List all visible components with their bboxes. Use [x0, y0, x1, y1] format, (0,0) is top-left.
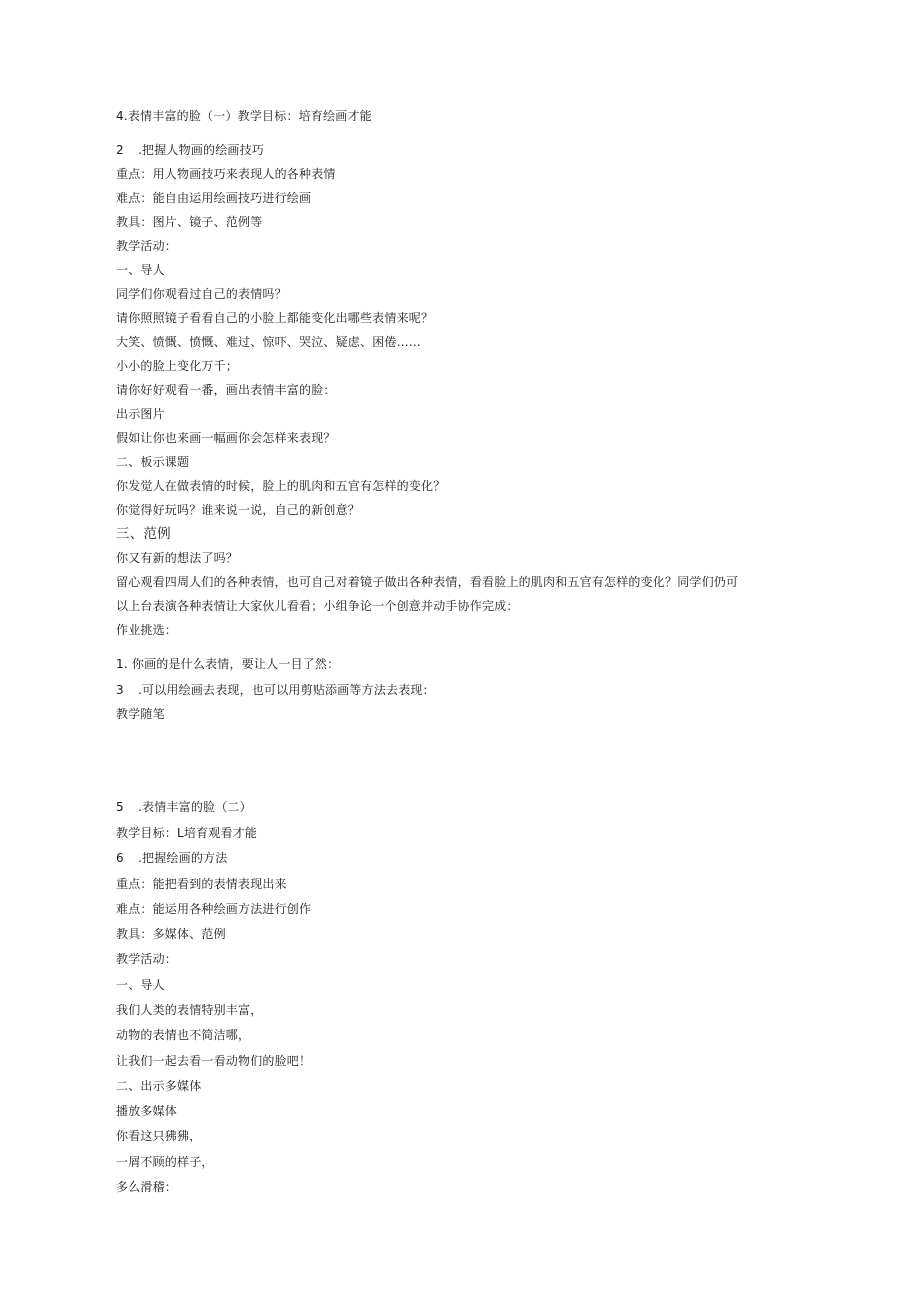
lesson1-goal2 [116, 142, 264, 158]
lesson1-key-point: 重点：用人物画技巧来表现人的各种表情 [116, 167, 336, 181]
lesson1-notes: 教学随笔 [116, 707, 165, 721]
lesson2-s2-line3: 一屑不顾的样子， [116, 1155, 214, 1169]
lesson1-section3-heading: 三、范例 [116, 526, 171, 542]
lesson1-section2-heading: 二、板示课题 [116, 455, 190, 469]
lesson2-activities: 教学活动： [116, 952, 178, 966]
lesson1-s2-line1: 你发觉人在做表情的时候，脸上的肌肉和五官有怎样的变化？ [116, 479, 446, 493]
lesson2-goal2 [116, 850, 227, 866]
lesson1-s1-line2: 请你照照镜子看看自己的小脸上都能变化出哪些表情来呢？ [116, 311, 434, 325]
lesson2-goal1: 教学目标：L培育观看才能 [116, 826, 258, 840]
lesson1-hw3-number: 3 [116, 683, 124, 697]
lesson2-s2-line4: 多么滑稽： [116, 1180, 178, 1194]
lesson2-s2-line1: 播放多媒体 [116, 1104, 178, 1118]
lesson1-s2-line2: 你觉得好玩吗？谁来说一说，自己的新创意？ [116, 503, 361, 517]
lesson2-s2-line2: 你看这只狒狒， [116, 1129, 202, 1143]
lesson2-title-text: .表情丰富的脸（二） [138, 800, 252, 814]
lesson1-hw3 [116, 682, 435, 698]
lesson1-s1-line4: 小小的脸上变化万千； [116, 359, 239, 373]
lesson1-hw3-text: .可以用绘画去表现，也可以用剪贴添画等方法去表现： [138, 683, 435, 697]
lesson1-goal2-number: 2 [116, 143, 124, 157]
lesson2-title-number: 5 [116, 800, 124, 814]
lesson2-difficulty: 难点：能运用各种绘画方法进行创作 [116, 902, 312, 916]
lesson2-s1-line3: 让我们一起去看一看动物们的脸吧！ [116, 1054, 312, 1068]
lesson1-title: 4.表情丰富的脸（一）教学目标：培育绘画才能 [116, 109, 372, 123]
lesson2-section2-heading: 二、出示多媒体 [116, 1079, 202, 1093]
lesson2-s1-line2: 动物的表情也不简洁哪， [116, 1028, 251, 1042]
lesson1-homework: 作业挑选： [116, 623, 178, 637]
lesson1-s1-line3: 大笑、愤慨、愤慨、难过、惊吓、哭泣、疑虑、困倦…… [116, 335, 422, 349]
lesson2-tools: 教具：多媒体、范例 [116, 927, 226, 941]
lesson1-hw1: 1. 你画的是什么表情，要让人一目了然： [116, 657, 340, 671]
lesson2-title [116, 799, 252, 815]
lesson1-s1-line5: 请你好好观看一番，画出表情丰富的脸： [116, 383, 336, 397]
lesson1-activities: 教学活动： [116, 239, 178, 253]
lesson1-s1-line1: 同学们你观看过自己的表情吗？ [116, 287, 287, 301]
lesson1-s3-line3: 以上台表演各种表情让大家伙儿看看；小组争论一个创意并动手协作完成： [116, 599, 519, 613]
lesson1-tools: 教具：图片、镜子、范例等 [116, 215, 263, 229]
lesson1-s3-line2: 留心观看四周人们的各种表情，也可自己对着镜子做出各种表情，看看脸上的肌肉和五官有怎样的变化？同学们仍可 [116, 575, 739, 589]
lesson1-difficulty: 难点：能自由运用绘画技巧进行绘画 [116, 191, 312, 205]
lesson2-s1-line1: 我们人类的表情特别丰富， [116, 1003, 263, 1017]
lesson1-s3-line1: 你又有新的想法了吗？ [116, 551, 239, 565]
lesson1-section1-heading: 一、导人 [116, 263, 165, 277]
lesson1-goal2-text: .把握人物画的绘画技巧 [138, 143, 265, 157]
lesson2-section1-heading: 一、导人 [116, 978, 165, 992]
lesson2-goal2-number: 6 [116, 851, 124, 865]
lesson1-s1-line6: 出示图片 [116, 407, 165, 421]
lesson2-goal2-text: .把握绘画的方法 [138, 851, 228, 865]
lesson2-key-point: 重点：能把看到的表情表现出来 [116, 877, 287, 891]
lesson1-s1-line7: 假如让你也来画一幅画你会怎样来表现？ [116, 431, 336, 445]
